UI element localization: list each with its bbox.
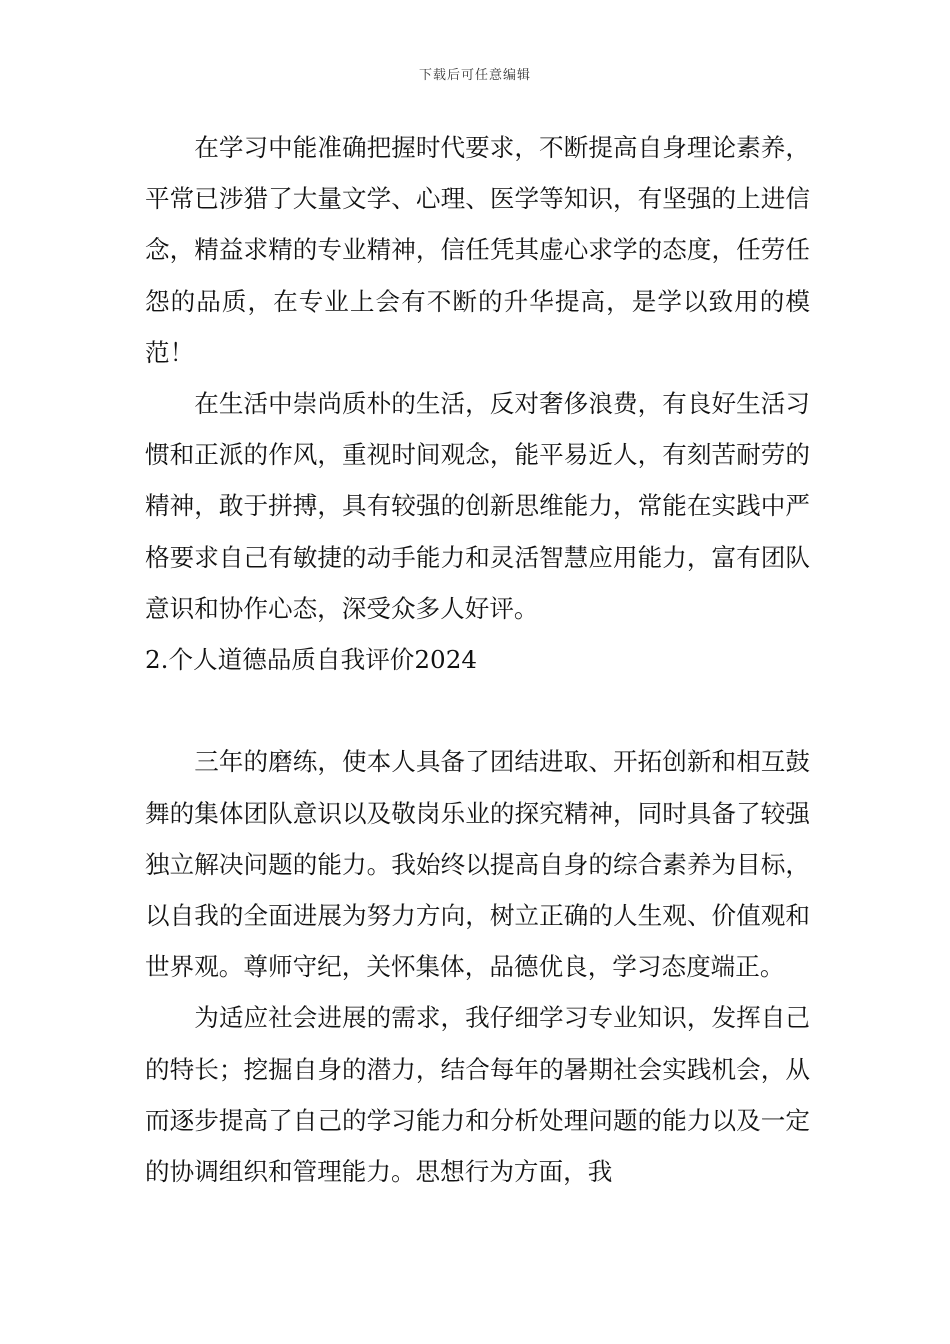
section-heading: 2.个人道德品质自我评价2024	[145, 645, 477, 675]
paragraph-life: 在生活中崇尚质朴的生活，反对奢侈浪费，有良好生活习惯和正派的作风，重视时间观念，能平易近人，有刻苦耐劳的精神，敢于拼搏，具有较强的创新思维能力，常能在实践中严格要求自己有敏捷的动手能力和灵活智慧应用能力，富有团队意识和协作心态，深受众多人好评。	[145, 389, 810, 623]
blank-line	[145, 685, 810, 736]
paragraph-study: 在学习中能准确把握时代要求，不断提高自身理论素养，平常已涉猎了大量文学、心理、医学等知识，有坚强的上进信念，精益求精的专业精神，信任凭其虚心求学的态度，任劳任怨的品质，在专业上会有不断的升华提高，是学以致用的模范！	[145, 133, 810, 367]
document-body	[145, 122, 810, 1197]
paragraph-three-years: 三年的磨练，使本人具备了团结进取、开拓创新和相互鼓舞的集体团队意识以及敬岗乐业的探究精神，同时具备了较强独立解决问题的能力。我始终以提高自身的综合素养为目标，以自我的全面进展为努力方向，树立正确的人生观、价值观和世界观。尊师守纪，关怀集体，品德优良，学习态度端正。	[145, 747, 810, 982]
paragraph-society: 为适应社会进展的需求，我仔细学习专业知识，发挥自己的特长；挖掘自身的潜力，结合每年的暑期社会实践机会，从而逐步提高了自己的学习能力和分析处理问题的能力以及一定的协调组织和管理能力。思想行为方面，我	[145, 1003, 810, 1187]
page-header: 下载后可任意编辑	[418, 68, 531, 83]
